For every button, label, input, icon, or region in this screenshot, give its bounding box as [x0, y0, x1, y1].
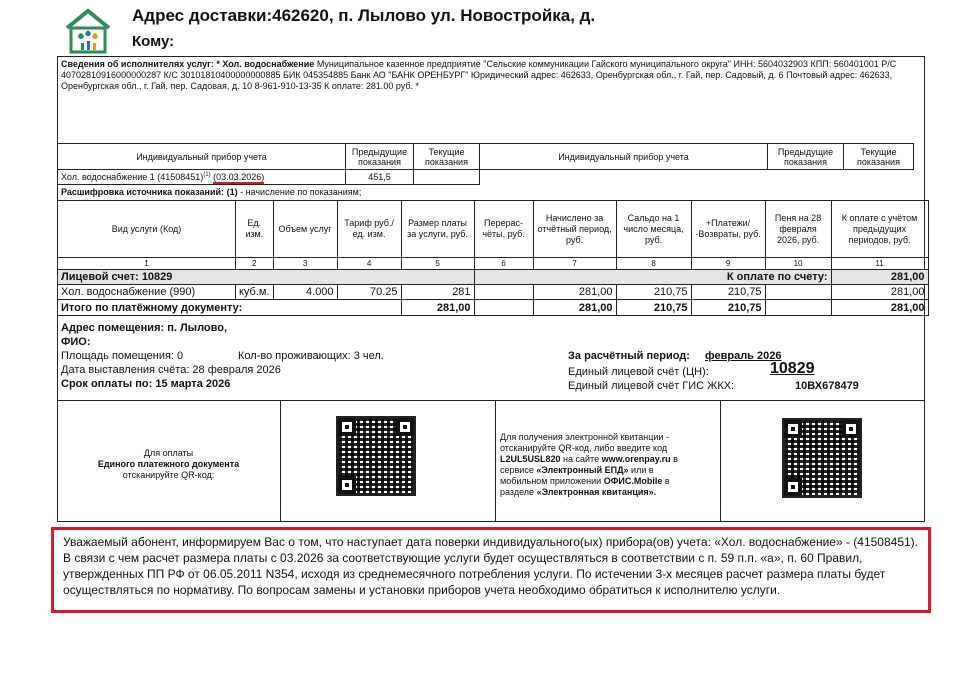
e-line-4b: или	[631, 465, 647, 475]
total-balance: 210,75	[616, 300, 691, 316]
period-value: февраль 2026	[705, 350, 782, 362]
account-topay-label: К оплате по счету:	[474, 270, 831, 285]
premises-address: Адрес помещения: п. Лылово,	[61, 322, 228, 334]
col-number: 10	[765, 258, 831, 270]
breakdown-desc: - начисление по показаниям;	[240, 187, 362, 197]
meter-header-curr-2: Текущие показания	[844, 144, 914, 170]
row-recalc	[474, 285, 533, 300]
delivery-address: Адрес доставки:462620, п. Лылово ул. Новостройка, д.	[132, 6, 596, 25]
area-info: Площадь помещения: 0	[61, 350, 184, 362]
services-table	[57, 200, 929, 316]
col-number: 6	[474, 258, 533, 270]
col-header-accrued: Начислено за отчётный период, руб.	[533, 201, 616, 258]
row-topay: 281,00	[831, 285, 928, 300]
e-service: «Электронный ЕПД»	[536, 465, 629, 475]
supplier-details: Муниципальное казенное предприятие "Сельские коммуникации Гайского муниципального округа" ИНН: 5604032903 КПП: 560401001 Р/С 40702810916000000287 К/С 30101810400000000885 БИК 045354885 Банк АО "БАНК ОРЕНБУРГ" Юридический адрес: 462633, Оренбургская обл., г. Гай, пер. Садовый, д. 6 Почтовый адрес: 462633, Оренбургская обл., г. Гай, пер. Садовая, д. 10 8-961-910-13-35 К оплате: 281.00 руб. *	[61, 59, 897, 92]
col-header-service: Вид услуги (Код)	[58, 201, 236, 258]
meter-header-curr: Текущие показания	[414, 144, 480, 170]
row-service: Хол. водоснабжение (990)	[58, 285, 236, 300]
col-header-balance: Сальдо на 1 число месяца, руб.	[616, 201, 691, 258]
meter-row-prev: 451,5	[346, 170, 414, 185]
meter-header-device: Индивидуальный прибор учета	[58, 144, 346, 170]
col-number: 11	[831, 258, 928, 270]
pay-line-2: Единого платежного документа	[97, 459, 240, 469]
col-number: 7	[533, 258, 616, 270]
meter-table	[57, 143, 914, 185]
e-line-6a: разделе	[500, 487, 535, 497]
meter-device-source: (1)	[203, 172, 211, 178]
col-header-unit: Ед. изм.	[236, 201, 274, 258]
meter-header-device-2: Индивидуальный прибор учета	[480, 144, 768, 170]
col-header-payments: +Платежи/ -Возвраты, руб.	[691, 201, 765, 258]
unified-account-label: Единый лицевой счёт (ЦН):	[568, 366, 709, 378]
unified-account-value: 10829	[770, 360, 815, 377]
e-line-1: Для получения электронной квитанции -	[500, 432, 669, 442]
total-label: Итого по платёжному документу:	[58, 300, 402, 316]
row-unit: куб.м.	[236, 285, 274, 300]
col-header-penalty: Пеня на 28 февраля 2026, руб.	[765, 201, 831, 258]
breakdown-label: Расшифровка источника показаний:	[61, 187, 225, 197]
pay-line-3: отсканируйте QR-код:	[122, 470, 215, 480]
company-logo-icon	[63, 8, 113, 54]
due-date: Срок оплаты по: 15 марта 2026	[61, 378, 231, 390]
qr-divider	[280, 400, 281, 522]
col-number: 8	[616, 258, 691, 270]
col-number: 4	[337, 258, 401, 270]
e-receipt-code: L2UL5USL820	[500, 454, 561, 464]
total-row	[58, 300, 929, 316]
total-payments: 210,75	[691, 300, 765, 316]
recipient-label: Кому:	[132, 33, 175, 50]
col-number: 3	[273, 258, 337, 270]
e-receipt-caption	[500, 432, 716, 498]
account-label: Лицевой счет: 10829	[58, 270, 475, 285]
gis-label: Единый лицевой счёт ГИС ЖКХ:	[568, 380, 735, 392]
col-header-fee: Размер платы за услуги, руб.	[401, 201, 474, 258]
supplier-service: * Хол. водоснабжение	[216, 59, 315, 69]
e-site-link[interactable]: www.orenpay.ru	[601, 454, 671, 464]
col-header-topay: К оплате с учётом предыдущих периодов, руб.	[831, 201, 928, 258]
meter-row-device	[58, 170, 346, 185]
total-accrued: 281,00	[533, 300, 616, 316]
pay-line-1: Для оплаты	[143, 448, 194, 458]
row-fee: 281	[401, 285, 474, 300]
services-header-row	[58, 201, 929, 258]
row-volume: 4.000	[273, 285, 337, 300]
col-header-tariff: Тариф руб./ед. изм.	[337, 201, 401, 258]
e-line-2: отсканируйте QR-код, либо введите код	[500, 443, 668, 453]
meter-device-date: (03.03.2026)	[213, 172, 265, 182]
e-section: «Электронная квитанция».	[536, 487, 657, 497]
e-line-3a: на сайте	[563, 454, 600, 464]
col-header-recalc: Перерас-чёты, руб.	[474, 201, 533, 258]
e-receipt-qr-code[interactable]	[782, 418, 862, 498]
col-number: 9	[691, 258, 765, 270]
total-fee: 281,00	[401, 300, 474, 316]
residents-info: Кол-во проживающих: 3 чел.	[238, 350, 384, 362]
col-header-volume: Объем услуг	[273, 201, 337, 258]
services-number-row	[58, 258, 929, 270]
supplier-info	[61, 59, 923, 93]
meter-header-prev: Предыдущие показания	[346, 144, 414, 170]
readings-source-legend	[61, 187, 361, 197]
row-payments: 210,75	[691, 285, 765, 300]
meter-device-name: Хол. водоснабжение 1 (41508451)	[61, 172, 204, 182]
fio-label: ФИО:	[61, 336, 91, 348]
e-line-3b: в	[673, 454, 678, 464]
gis-value: 10ВХ678479	[795, 380, 859, 392]
pay-qr-caption	[61, 448, 276, 481]
row-accrued: 281,00	[533, 285, 616, 300]
e-line-5c: в	[664, 476, 670, 486]
e-line-5b: мобильном приложении	[500, 476, 602, 486]
meter-row-curr	[414, 170, 480, 185]
account-topay-value: 281,00	[831, 270, 928, 285]
row-balance: 210,75	[616, 285, 691, 300]
account-row	[58, 270, 929, 285]
issue-date: Дата выставления счёта: 28 февраля 2026	[61, 364, 281, 376]
payment-qr-code[interactable]	[336, 416, 416, 496]
supplier-label: Сведения об исполнителях услуг:	[61, 59, 214, 69]
e-app: ОФИС.Mobile	[603, 476, 663, 486]
row-penalty	[765, 285, 831, 300]
e-line-5a: в	[648, 465, 654, 475]
total-topay: 281,00	[831, 300, 928, 316]
table-row	[58, 285, 929, 300]
col-number: 2	[236, 258, 274, 270]
verification-notice: Уважаемый абонент, информируем Вас о том, что наступает дата поверки индивидуального(ых) прибора(ов) учета: «Хол. водоснабжение» - (41508451). В связи с чем расчет размера платы с 03.2026 за соответствующие услуги будет осуществляться в соответствии с п. 59 п.п. «а», п. 60 Правил, утвержденных ПП РФ от 06.05.2011 N354, исходя из среднемесячного потребления услуги. По истечении 3-х месяцев расчет размера платы будет осуществляться по нормативу. По вопросам замены и установки приборов учета необходимо обратиться к исполнителю услуги.	[51, 527, 931, 613]
row-tariff: 70.25	[337, 285, 401, 300]
e-line-4a: сервисе	[500, 465, 534, 475]
period-label: За расчётный период:	[568, 350, 690, 362]
col-number: 1	[58, 258, 236, 270]
breakdown-code: (1)	[226, 187, 238, 197]
qr-divider	[495, 400, 496, 522]
qr-divider	[720, 400, 721, 522]
meter-header-prev-2: Предыдущие показания	[768, 144, 844, 170]
col-number: 5	[401, 258, 474, 270]
